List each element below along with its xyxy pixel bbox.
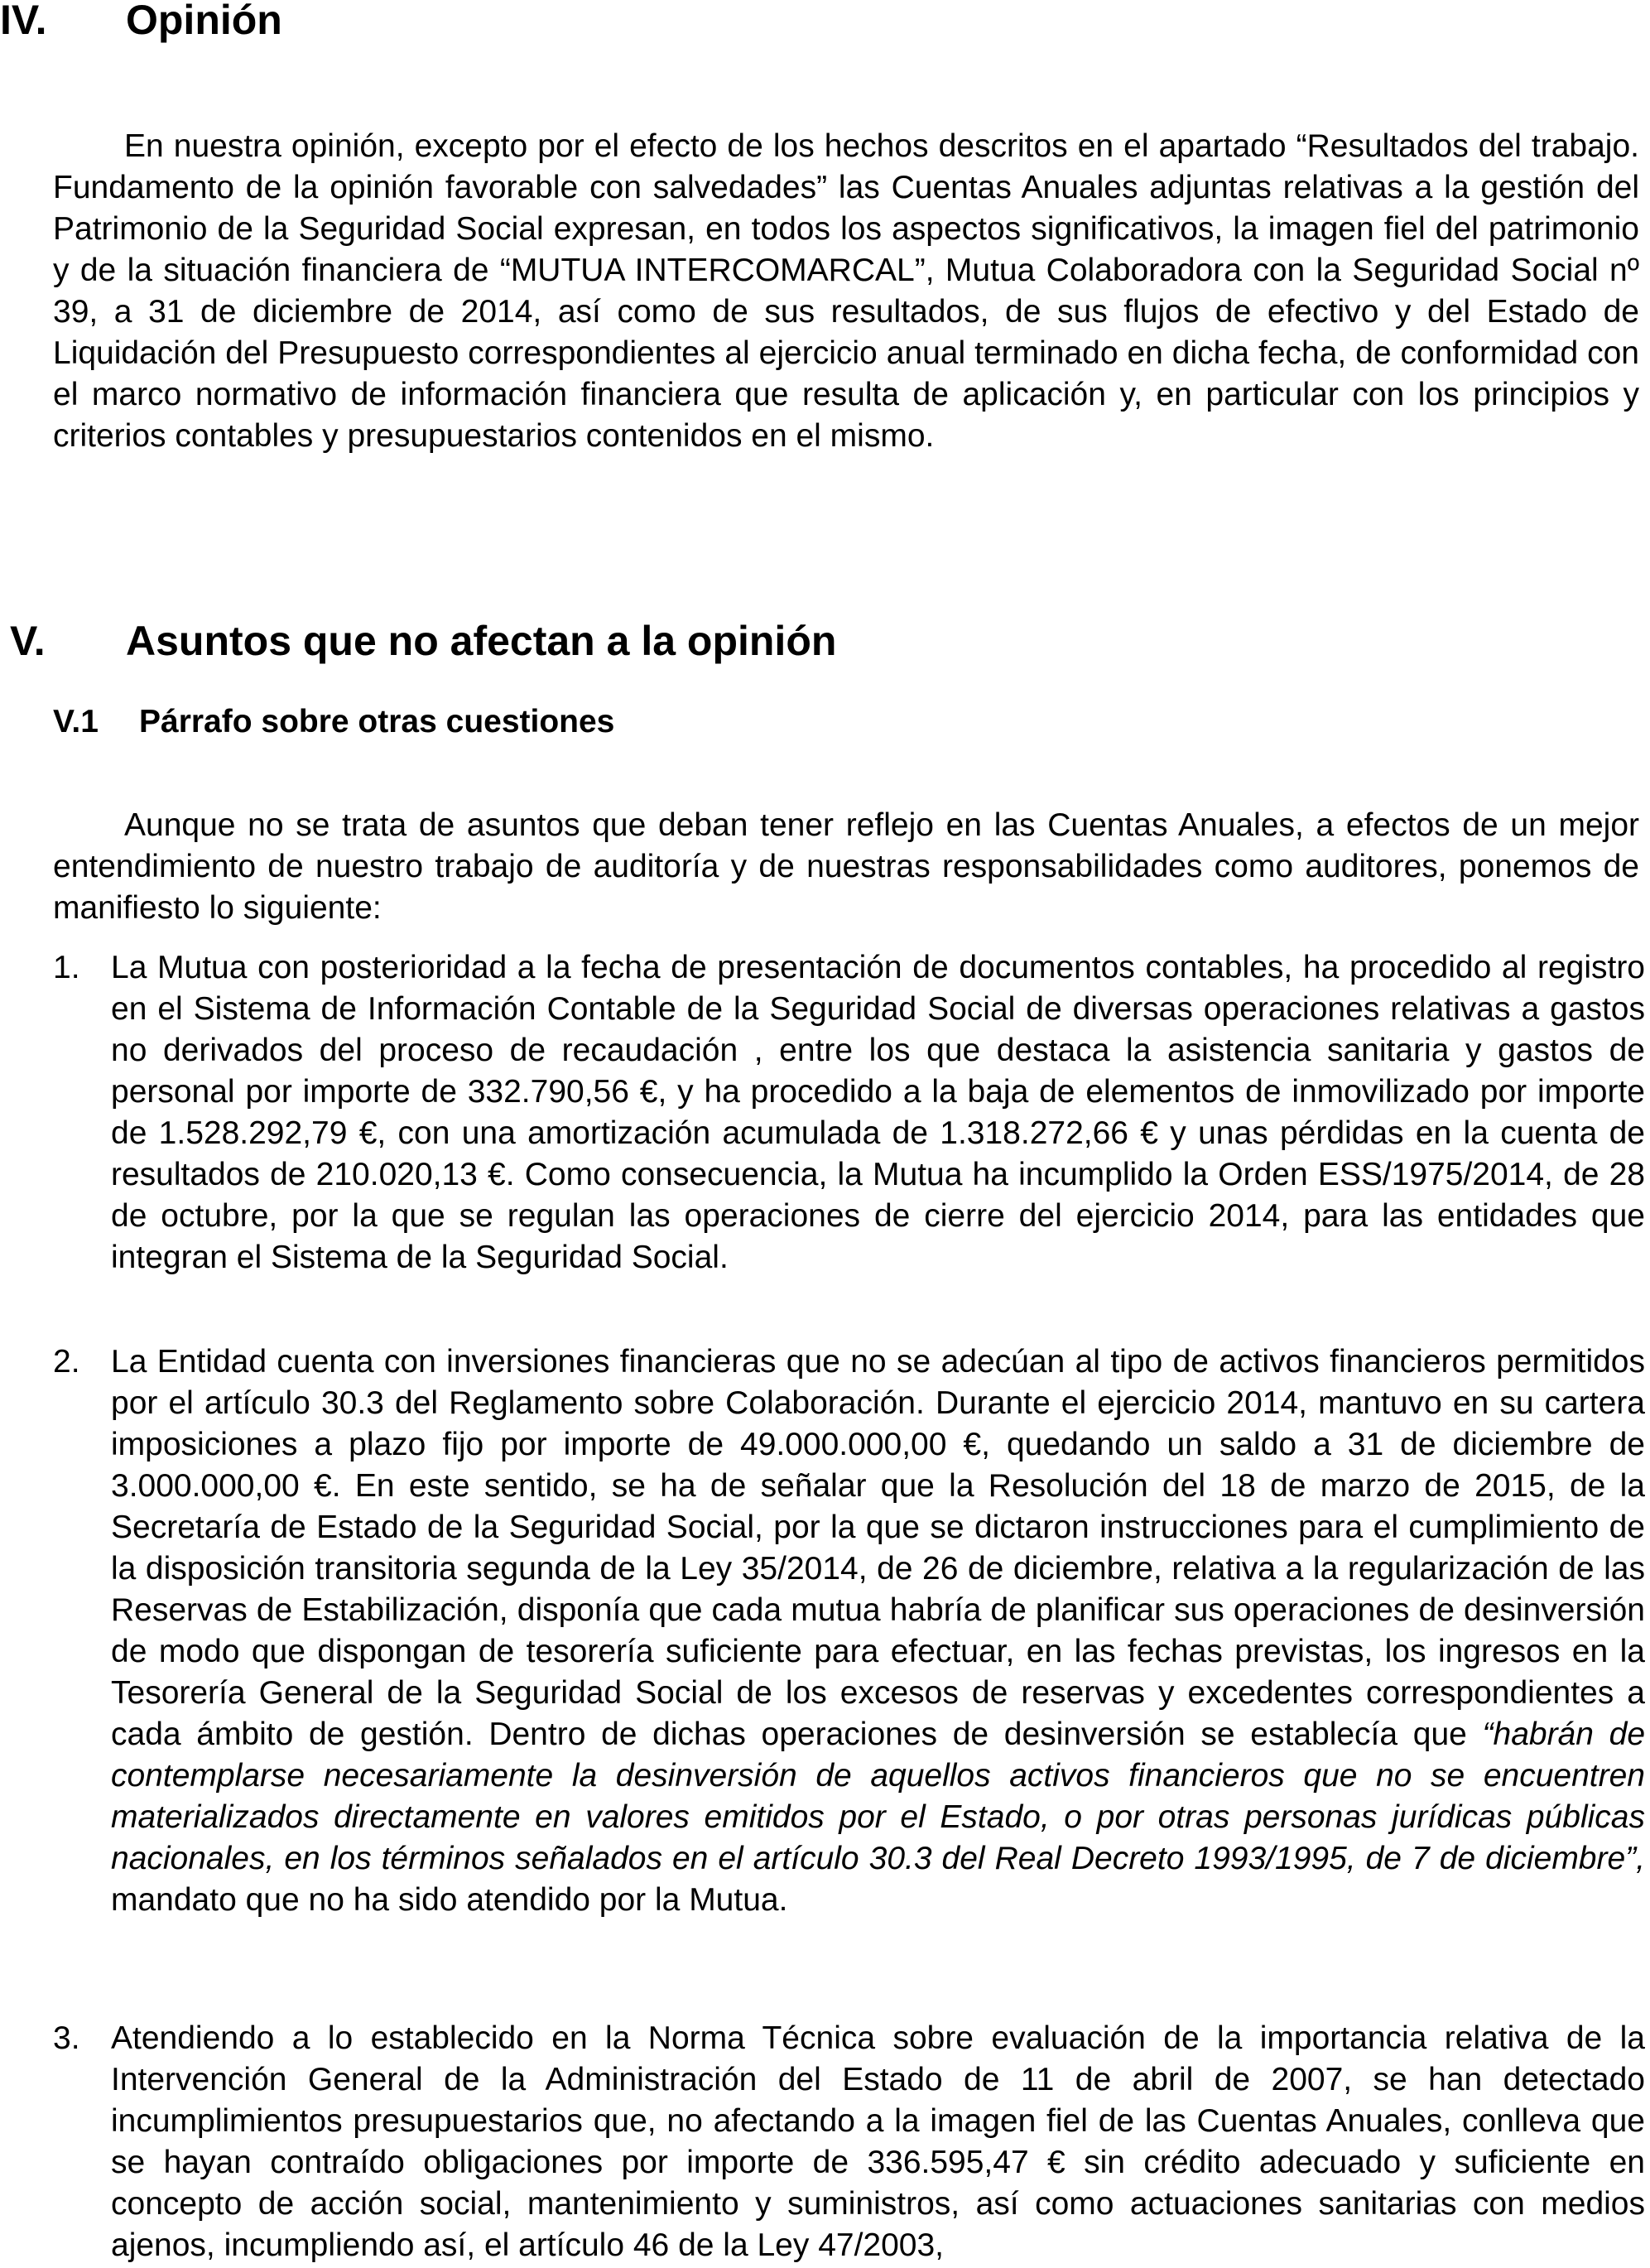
opinion-paragraph xyxy=(53,126,1639,457)
intro-paragraph-text: Aunque no se trata de asuntos que deban tener reflejo en las Cuentas Anuales, a efectos de un mejor entendimiento de nuestro trabajo de auditoría y de nuestras responsabilidades como auditores, ponemos de manifiesto lo siguiente: xyxy=(53,807,1639,926)
list-item-text: La Mutua con posterioridad a la fecha de presentación de documentos contables, ha procedido al registro en el Sistema de Información Contable de la Seguridad Social de diversas operaciones relativas a gastos no derivados del proceso de recaudación , entre los que destaca la asistencia sanitaria y gastos de personal por importe de 332.790,56 €, y ha procedido a la baja de elementos de inmovilizado por importe de 1.528.292,79 €, con una amortización acumulada de 1.318.272,66 € y unas pérdidas en la cuenta de resultados de 210.020,13 €. Como consecuencia, la Mutua ha incumplido la Orden ESS/1975/2014, de 28 de octubre, por la que se regulan las operaciones de cierre del ejercicio 2014, para las entidades que integran el Sistema de la Seguridad Social. xyxy=(111,950,1645,1275)
section-number: V. xyxy=(10,618,46,664)
section-title: Asuntos que no afectan a la opinión xyxy=(126,618,837,664)
section-heading-other-matters xyxy=(10,618,1003,664)
list-item-number: 1. xyxy=(53,950,80,985)
list-item-number: 2. xyxy=(53,1344,80,1380)
list-item-number: 3. xyxy=(53,2020,80,2056)
subsection-heading xyxy=(53,703,798,741)
section-number: IV. xyxy=(0,0,47,43)
subsection-title: Párrafo sobre otras cuestiones xyxy=(139,704,615,739)
opinion-paragraph-text: En nuestra opinión, excepto por el efecto de los hechos descritos en el apartado “Resultados del trabajo. Fundamento de la opinión favorable con salvedades” las Cuentas Anuales adjuntas relativas a la gestión del Patrimonio de la Seguridad Social expresan, en todos los aspectos significativos, la imagen fiel del patrimonio y de la situación financiera de “MUTUA INTERCOMARCAL”, Mutua Colaboradora con la Seguridad Social nº 39, a 31 de diciembre de 2014, así como de sus resultados, de sus flujos de efectivo y del Estado de Liquidación del Presupuesto correspondientes al ejercicio anual terminado en dicha fecha, de conformidad con el marco normativo de información financiera que resulta de aplicación y, en particular con los principios y criterios contables y presupuestarios contenidos en el mismo. xyxy=(53,128,1639,454)
section-heading-opinion xyxy=(0,0,497,43)
list-item-text-part: mandato que no ha sido atendido por la Mutua. xyxy=(111,1882,788,1918)
list-item-text-part: La Entidad cuenta con inversiones financieras que no se adecúan al tipo de activos financieros permitidos por el artículo 30.3 del Reglamento sobre Colaboración. Durante el ejercicio 2014, mantuvo en su cartera imposiciones a plazo fijo por importe de 49.000.000,00 €, quedando un saldo a 31 de diciembre de 3.000.000,00 €. En este sentido, se ha de señalar que la Resolución del 18 de marzo de 2015, de la Secretaría de Estado de la Seguridad Social, por la que se dictaron instrucciones para el cumplimiento de la disposición transitoria segunda de la Ley 35/2014, de 26 de diciembre, relativa a la regularización de las Reservas de Estabilización, disponía que cada mutua habría de planificar sus operaciones de desinversión de modo que dispongan de tesorería suficiente para efectuar, en las fechas previstas, los ingresos en la Tesorería General de la Seguridad Social de los excesos de reservas y excedentes correspondientes a cada ámbito de gestión. Dentro de dichas operaciones de desinversión se establecía que xyxy=(111,1344,1645,1752)
section-title: Opinión xyxy=(126,0,282,43)
list-item-text: Atendiendo a lo establecido en la Norma Técnica sobre evaluación de la importancia relativa de la Intervención General de la Administración del Estado de 11 de abril de 2007, se han detectado incumplimientos presupuestarios que, no afectando a la imagen fiel de las Cuentas Anuales, conlleva que se hayan contraído obligaciones por importe de 336.595,47 € sin crédito adecuado y suficiente en concepto de acción social, mantenimiento y suministros, así como actuaciones sanitarias con medios ajenos, incumpliendo así, el artículo 46 de la Ley 47/2003, xyxy=(111,2020,1645,2263)
quoted-regulation-text: “habrán de contemplarse necesariamente la desinversión de aquellos activos financieros que no se encuentren materializados directamente en valores emitidos por el Estado, o por otras personas jurídicas públicas nacionales, en los términos señalados en el artículo 30.3 del Real Decreto 1993/1995, de 7 de diciembre”, xyxy=(111,1717,1646,1876)
intro-paragraph xyxy=(53,805,1639,929)
list-item-text xyxy=(111,1341,1645,1921)
subsection-number: V.1 xyxy=(53,704,99,739)
